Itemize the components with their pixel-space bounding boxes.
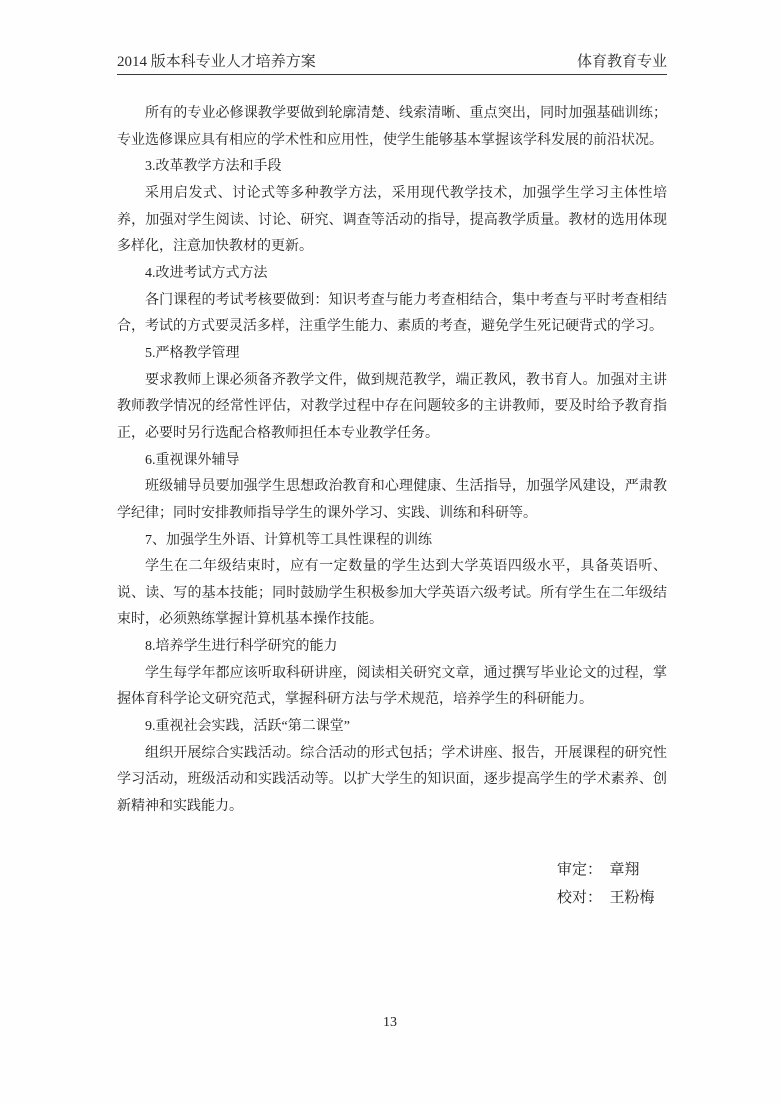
section-heading: 4.改进考试方式方法 (145, 265, 268, 281)
body-paragraph: 学生每学年都应该听取科研讲座，阅读相关研究文章，通过撰写毕业论文的过程，掌握体育科学论文研究范式，掌握科研方法与学术规范，培养学生的科研能力。 (117, 665, 667, 708)
section-heading: 6.重视课外辅导 (145, 452, 240, 468)
section-heading: 7、加强学生外语、计算机等工具性课程的训练 (145, 532, 432, 548)
signoff-block (557, 856, 655, 912)
signoff-proofreader: 校对： 王粉梅 (557, 890, 655, 906)
section-heading: 8.培养学生进行科学研究的能力 (145, 639, 338, 655)
body-paragraph: 各门课程的考试考核要做到：知识考查与能力考查相结合，集中考查与平时考查相结合，考试的方式要灵活多样，注重学生能力、素质的考查，避免学生死记硬背式的学习。 (117, 292, 667, 335)
section-heading: 5.严格教学管理 (145, 345, 240, 361)
signoff-reviewer: 审定： 章翔 (557, 862, 640, 878)
body-paragraph: 组织开展综合实践活动。综合活动的形式包括；学术讲座、报告，开展课程的研究性学习活动，班级活动和实践活动等。以扩大学生的知识面，逐步提高学生的学术素养、创新精神和实践能力。 (117, 745, 667, 815)
header-right-title: 体育教育专业 (576, 54, 667, 70)
section-heading: 3.改革教学方法和手段 (145, 159, 282, 175)
body-paragraph: 要求教师上课必须备齐教学文件，做到规范教学，端正教风，教书育人。加强对主讲教师教学情况的经常性评估，对教学过程中存在问题较多的主讲教师，要及时给予教育指正，必要时另行选配合格教师担任本专业教学任务。 (117, 372, 667, 441)
page-header (117, 54, 667, 75)
section-heading: 9.重视社会实践，活跃“第二课堂” (145, 719, 350, 735)
page-number: 13 (383, 1015, 397, 1030)
body-paragraph: 采用启发式、讨论式等多种教学方法，采用现代教学技术，加强学生学习主体性培养，加强对学生阅读、讨论、研究、调查等活动的指导，提高教学质量。教材的选用体现多样化，注意加快教材的更新。 (117, 185, 667, 255)
body-paragraph: 学生在二年级结束时，应有一定数量的学生达到大学英语四级水平，具备英语听、说、读、写的基本技能；同时鼓励学生积极参加大学英语六级考试。所有学生在二年级结束时，必须熟练掌握计算机基本操作技能。 (117, 559, 667, 628)
body-paragraph: 班级辅导员要加强学生思想政治教育和心理健康、生活指导，加强学风建设，严肃教学纪律；同时安排教师指导学生的课外学习、实践、训练和科研等。 (117, 479, 667, 521)
body-paragraph: 所有的专业必修课教学要做到轮廓清楚、线索清晰、重点突出，同时加强基础训练；专业选修课应具有相应的学术性和应用性，使学生能够基本掌握该学科发展的前沿状况。 (117, 106, 667, 148)
header-left-title: 2014 版本科专业人才培养方案 (117, 54, 316, 70)
document-body (117, 101, 667, 821)
page-footer (0, 1015, 780, 1031)
